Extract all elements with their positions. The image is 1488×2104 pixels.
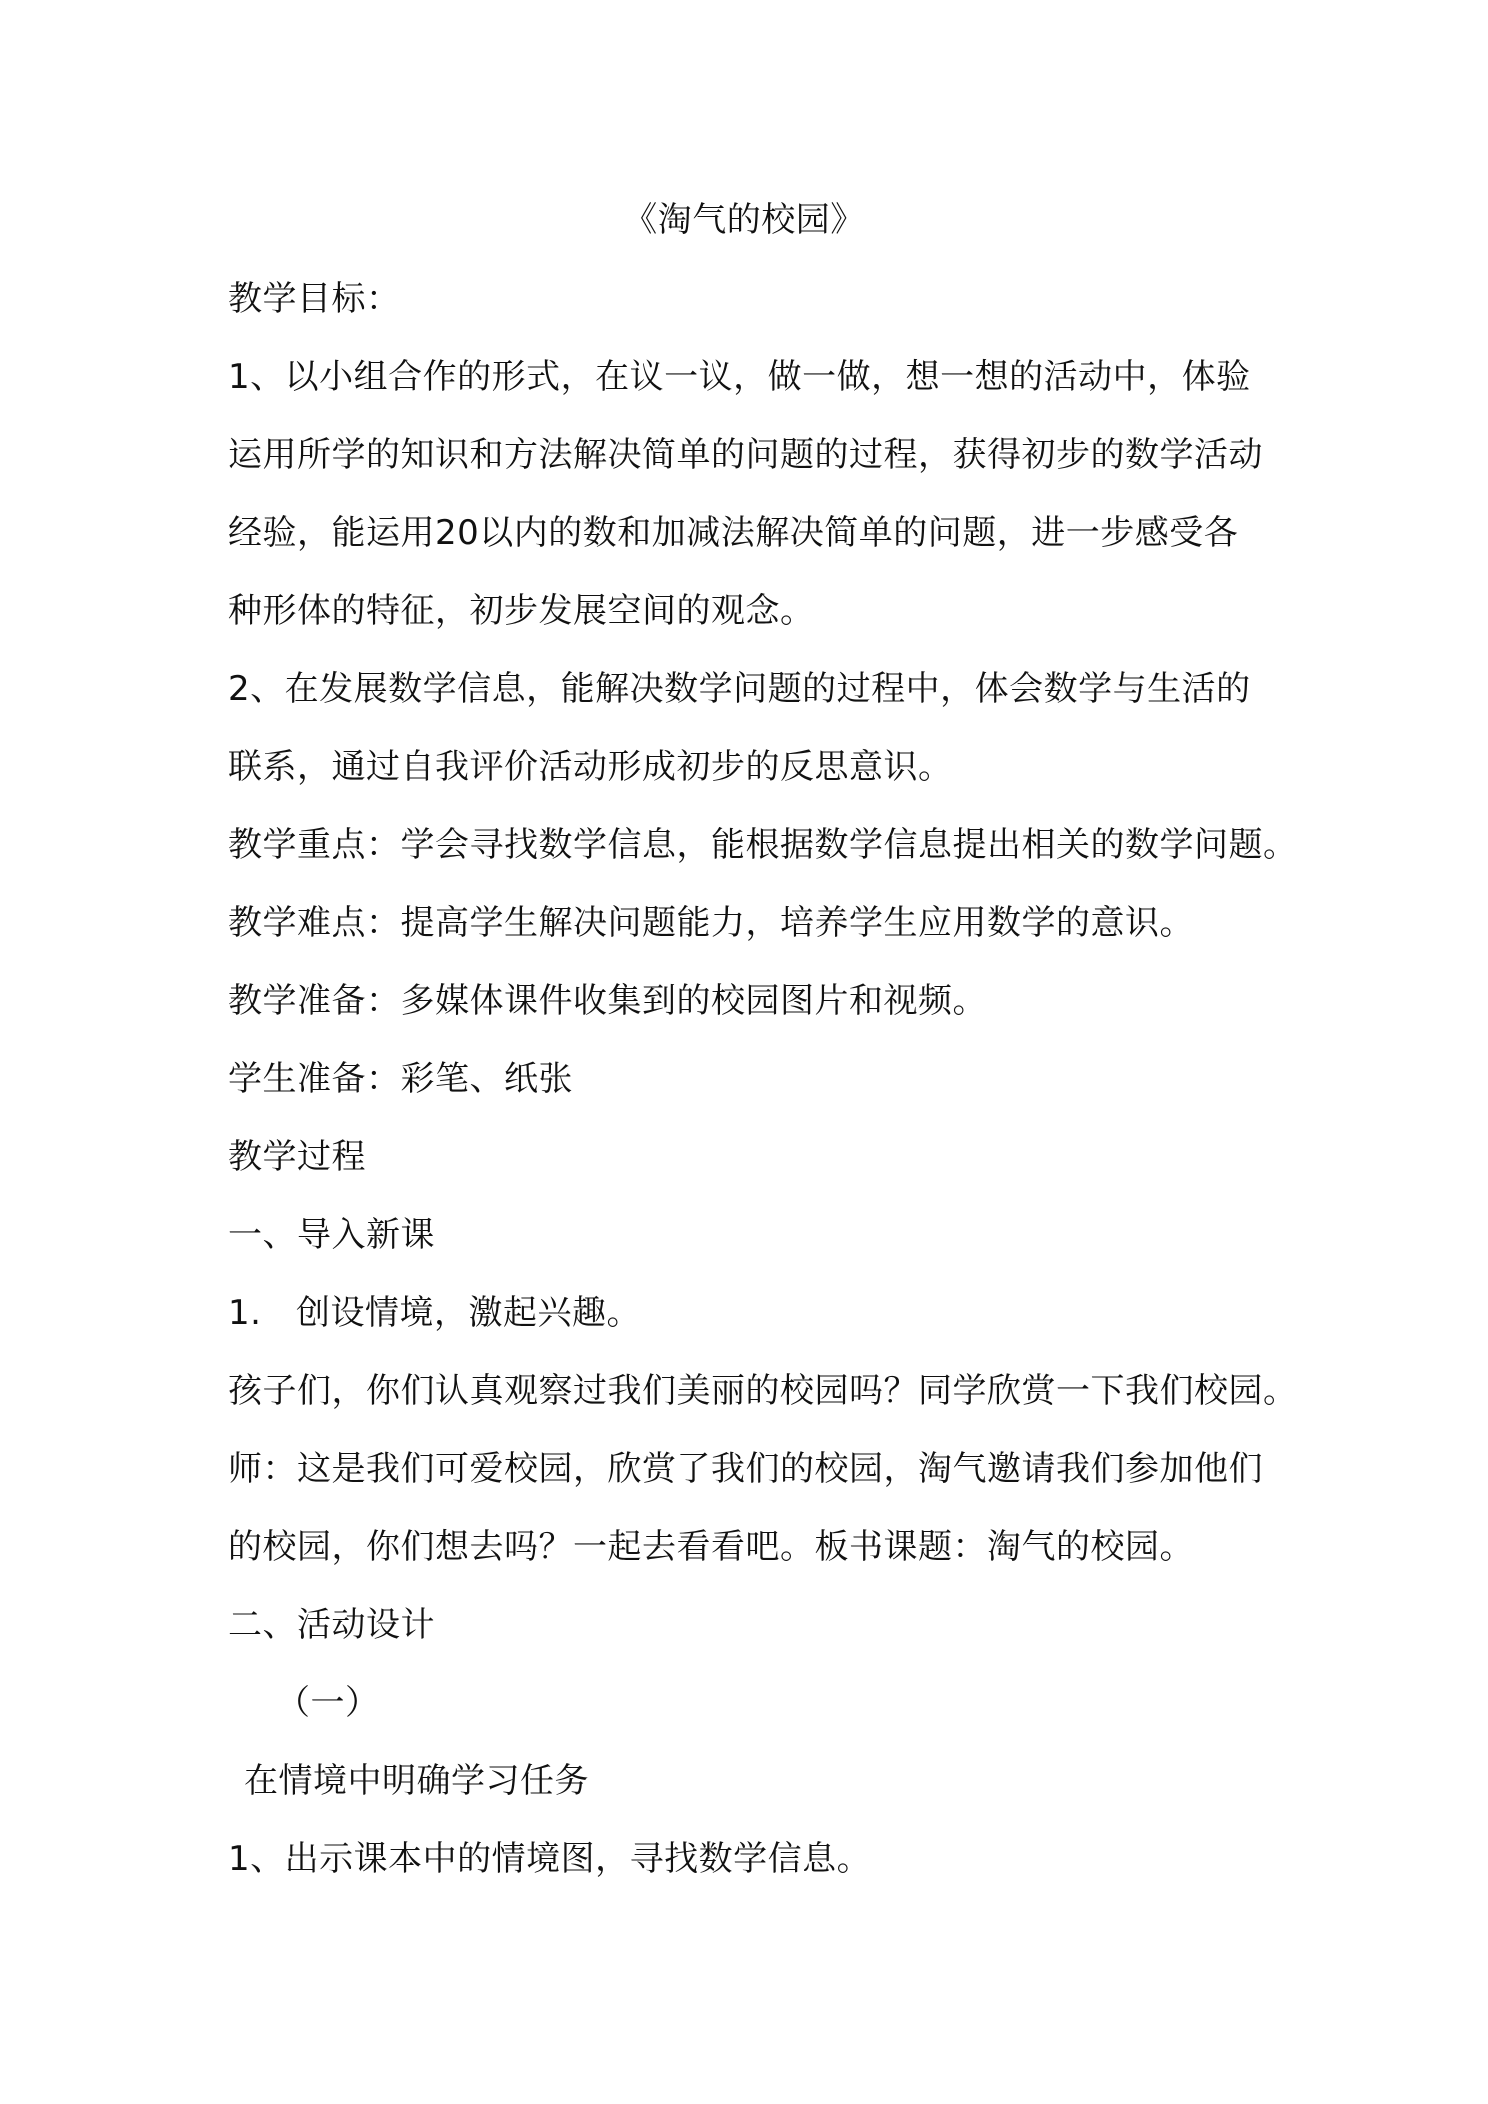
teaching-preparation-line: 教学准备：多媒体课件收集到的校园图片和视频。 xyxy=(228,981,987,1021)
key-points-line: 教学重点：学会寻找数学信息，能根据数学信息提出相关的数学问题。 xyxy=(228,825,1298,865)
student-preparation-line: 学生准备：彩笔、纸张 xyxy=(228,1059,573,1099)
numbered-item: 1. 创设情境，激起兴趣。 xyxy=(228,1293,641,1333)
paragraph-line: 联系，通过自我评价活动形成初步的反思意识。 xyxy=(228,747,953,787)
paragraph-line: 经验，能运用20以内的数和加减法解决简单的问题，进一步感受各 xyxy=(228,513,1239,553)
heading-teaching-goals: 教学目标： xyxy=(228,279,401,319)
section-heading: 一、导入新课 xyxy=(228,1215,435,1255)
numbered-item: 1、出示课本中的情境图，寻找数学信息。 xyxy=(228,1839,872,1879)
paragraph-line: 的校园，你们想去吗？一起去看看吧。板书课题：淘气的校园。 xyxy=(228,1527,1194,1567)
paragraph-line: 孩子们，你们认真观察过我们美丽的校园吗？同学欣赏一下我们校园。 xyxy=(228,1371,1298,1411)
document-title: 《淘气的校园》 xyxy=(623,200,865,240)
subsection-number: （一） xyxy=(276,1683,380,1723)
subsection-heading: 在情境中明确学习任务 xyxy=(244,1761,589,1801)
paragraph-line: 种形体的特征，初步发展空间的观念。 xyxy=(228,591,815,631)
paragraph-line: 2、在发展数学信息，能解决数学问题的过程中，体会数学与生活的 xyxy=(228,669,1251,709)
heading-teaching-process: 教学过程 xyxy=(228,1137,366,1177)
paragraph-line: 运用所学的知识和方法解决简单的问题的过程，获得初步的数学活动 xyxy=(228,435,1263,475)
difficult-points-line: 教学难点：提高学生解决问题能力，培养学生应用数学的意识。 xyxy=(228,903,1194,943)
section-heading: 二、活动设计 xyxy=(228,1605,435,1645)
paragraph-line: 1、以小组合作的形式，在议一议，做一做，想一想的活动中，体验 xyxy=(228,357,1251,397)
paragraph-line: 师：这是我们可爱校园，欣赏了我们的校园，淘气邀请我们参加他们 xyxy=(228,1449,1263,1489)
